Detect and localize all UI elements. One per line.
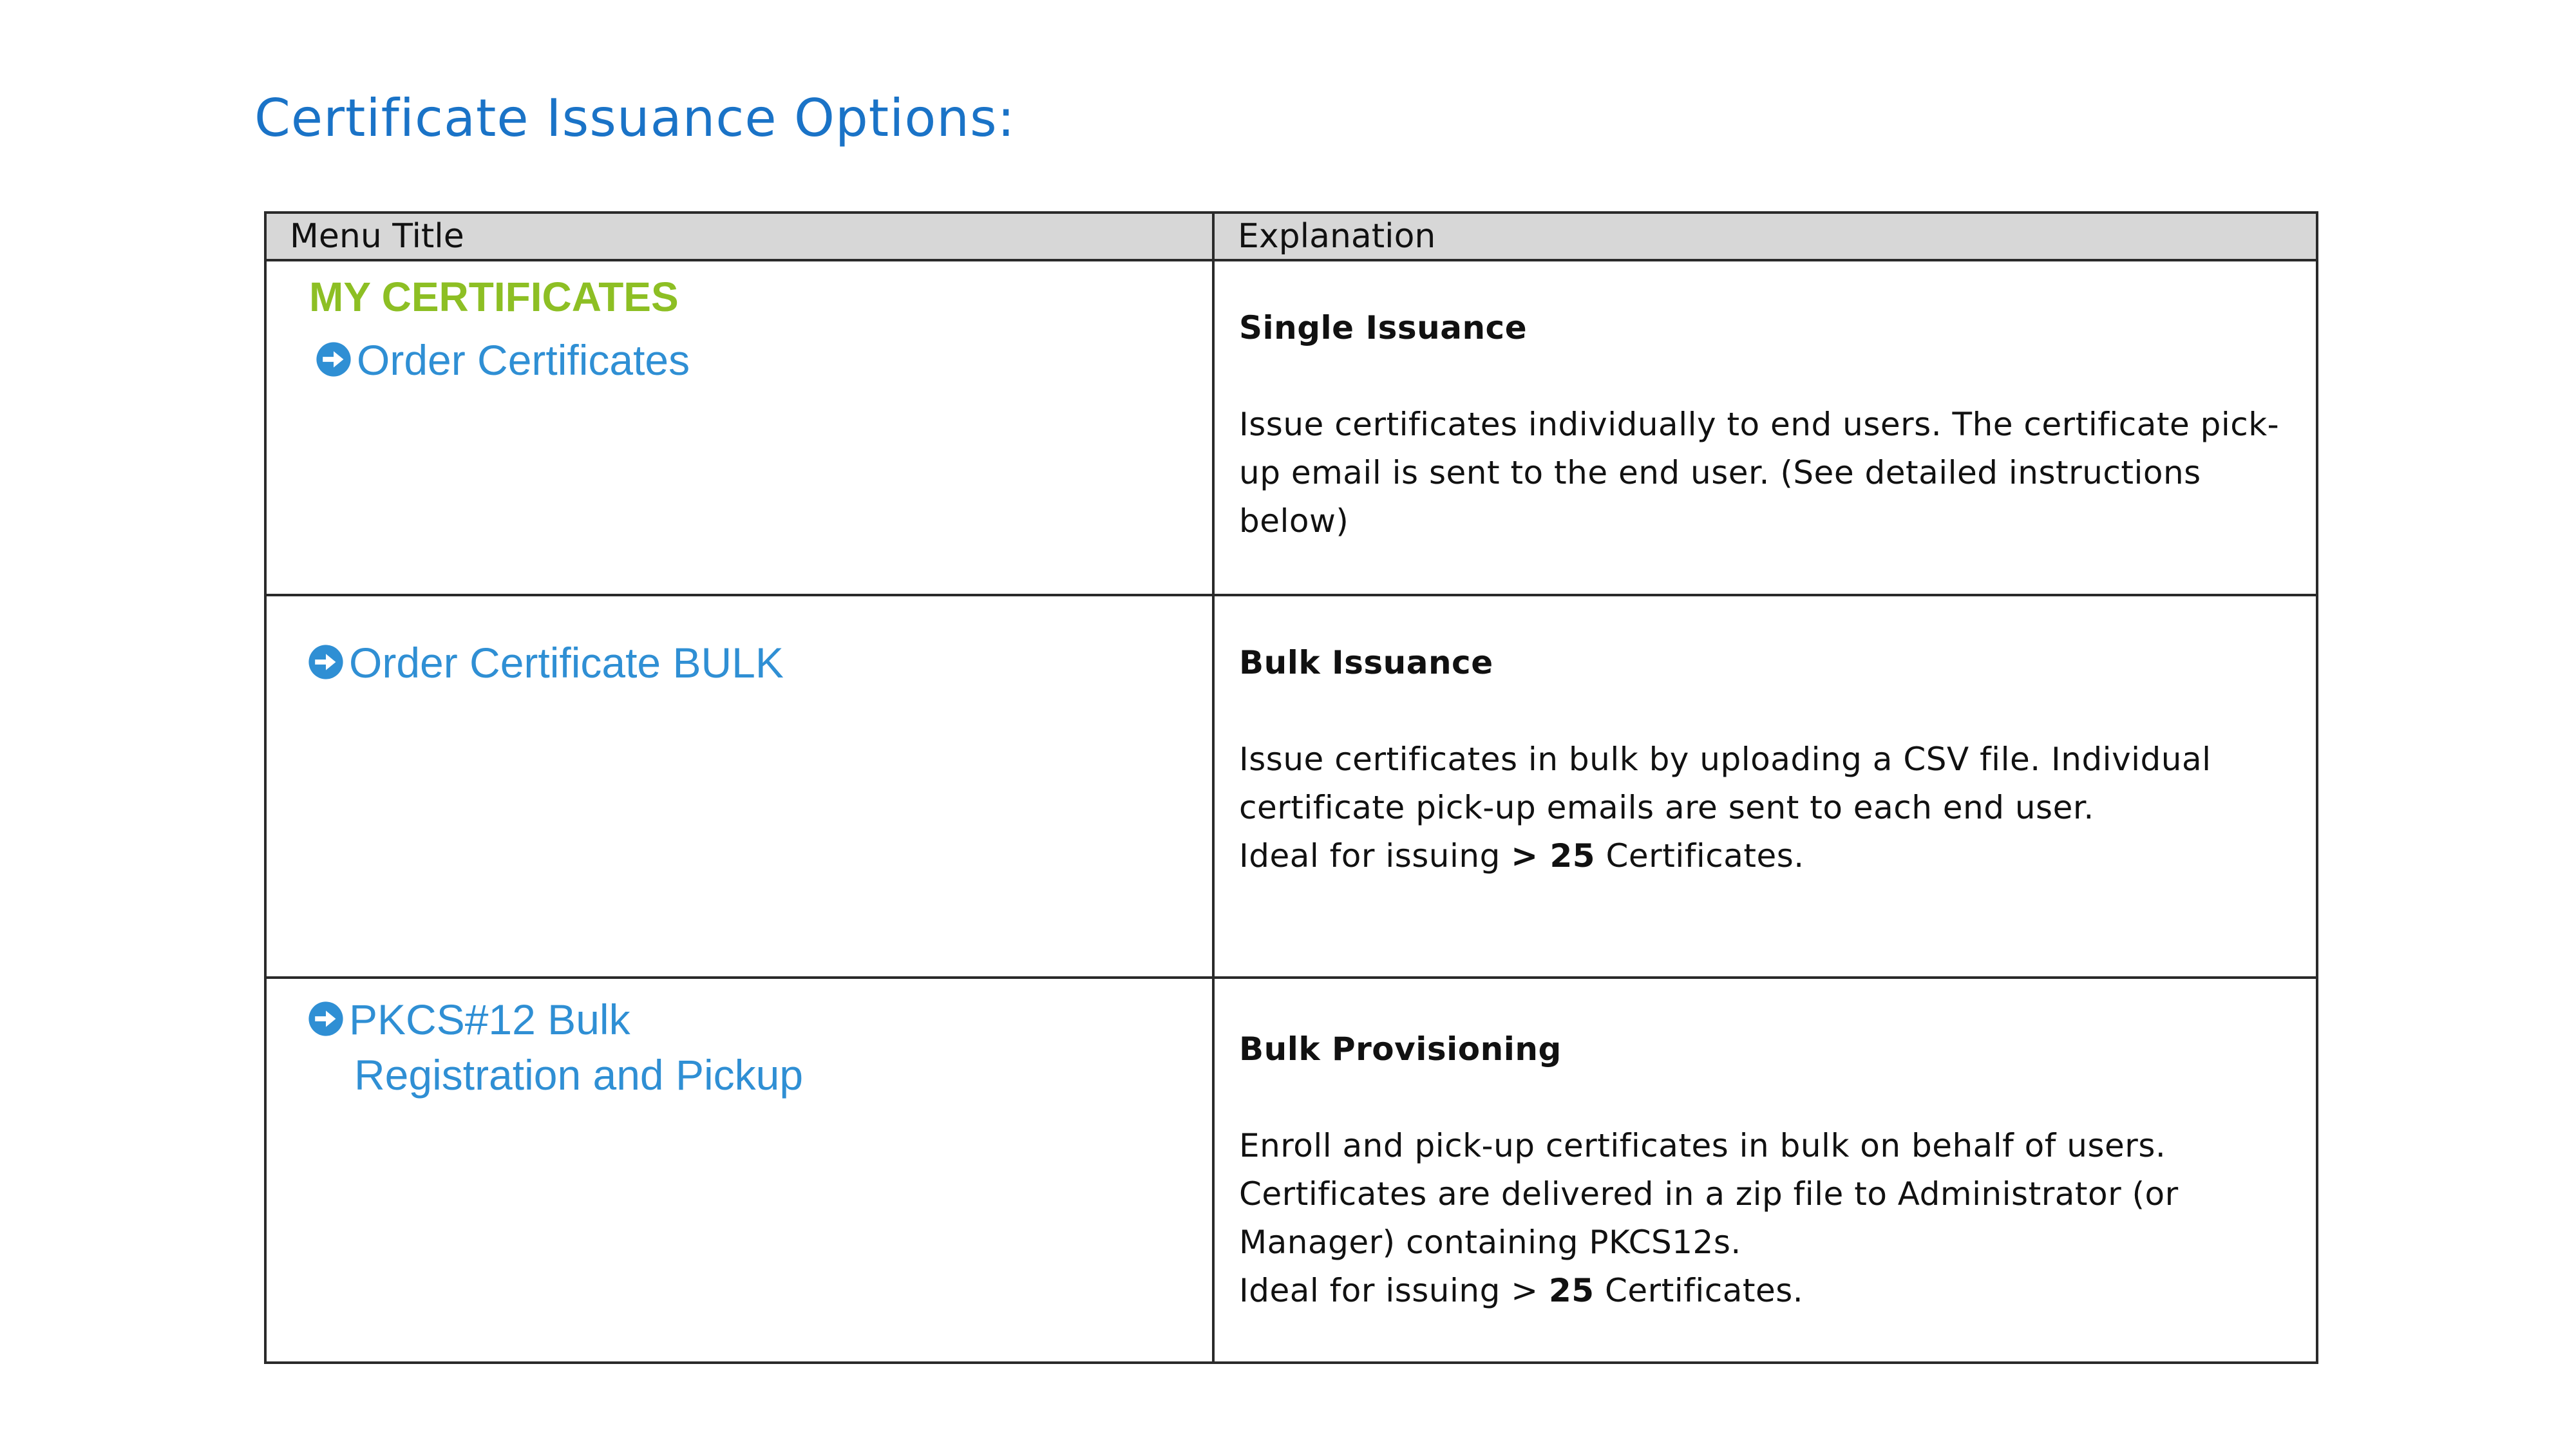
explanation-cell — [1215, 261, 2316, 594]
explanation-ideal-line — [1239, 1267, 2297, 1315]
certificate-options-table — [264, 211, 2318, 1364]
table-row — [267, 261, 2316, 596]
ideal-suffix: Certificates. — [1595, 837, 1804, 875]
menu-title-cell — [267, 596, 1215, 976]
explanation-ideal-line — [1239, 832, 2297, 880]
explanation-bulk-issuance — [1239, 639, 2297, 880]
explanation-text: Enroll and pick-up certificates in bulk on behalf of users. Certificates are delivered in a zip file to Administrator (or Manager) containing PKCS12s. — [1239, 1127, 2179, 1261]
explanation-bulk-provisioning — [1239, 1025, 2297, 1315]
menu-title-cell — [267, 979, 1215, 1361]
ideal-threshold: 25 — [1549, 1272, 1595, 1309]
arrow-circle-right-icon — [308, 1001, 344, 1037]
ideal-threshold: > 25 — [1511, 837, 1596, 875]
explanation-single-issuance — [1239, 304, 2297, 545]
menu-title-cell — [267, 261, 1215, 594]
explanation-title: Bulk Issuance — [1239, 644, 1493, 681]
menu-item-label-line1: PKCS#12 Bulk — [349, 996, 630, 1043]
ideal-suffix: Certificates. — [1594, 1272, 1804, 1309]
order-certificate-bulk-link[interactable] — [308, 635, 784, 690]
column-header-menu-title: Menu Title — [267, 214, 1215, 261]
menu-item-label — [349, 992, 803, 1103]
explanation-cell — [1215, 596, 2316, 976]
table-row — [267, 596, 2316, 979]
explanation-title: Single Issuance — [1239, 309, 1528, 346]
arrow-circle-right-icon — [316, 341, 352, 377]
column-header-explanation: Explanation — [1215, 214, 2316, 261]
ideal-prefix: Ideal for issuing — [1239, 837, 1511, 875]
menu-item-label: Order Certificates — [357, 336, 690, 384]
explanation-text: Issue certificates in bulk by uploading a CSV file. Individual certificate pick-up emails are sent to each end user. — [1239, 741, 2211, 826]
menu-item-label: Order Certificate BULK — [349, 639, 784, 687]
arrow-circle-right-icon — [308, 644, 344, 680]
menu-item-label-line2: Registration and Pickup — [354, 1051, 804, 1099]
explanation-text: Issue certificates individually to end users. The certificate pick-up email is sent to the end user. (See detailed instructions below) — [1239, 406, 2280, 540]
explanation-cell — [1215, 979, 2316, 1361]
menu-section-my-certificates: MY CERTIFICATES — [309, 274, 679, 320]
page-title: Certificate Issuance Options: — [254, 88, 1016, 148]
explanation-title: Bulk Provisioning — [1239, 1030, 1562, 1068]
order-certificates-link[interactable] — [316, 332, 690, 388]
table-row — [267, 979, 2316, 1361]
ideal-prefix: Ideal for issuing > — [1239, 1272, 1549, 1309]
pkcs12-bulk-registration-link[interactable] — [308, 992, 803, 1103]
